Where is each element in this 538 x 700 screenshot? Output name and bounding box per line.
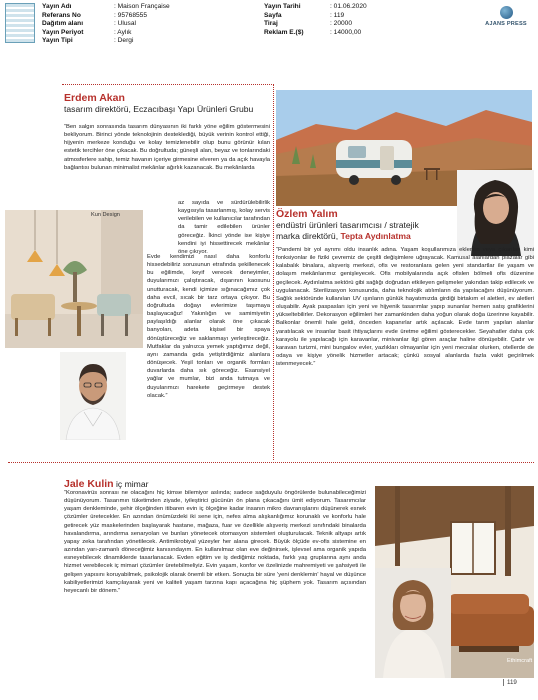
person-name: Jale Kulin [64, 478, 114, 490]
meta-row [264, 20, 450, 29]
erdem-akan-quote-part1: “Ben salgın sonrasında tasarım dünyasının iki farklı yöne eğilim göstermesini bekliyorum. Birinci yönde teknolojinin desteklediği, büyük verinin kontrol ettiği, hijyenin merkeze konduğu ve kolay temizlenebilir olup bunu görünür kılan estetik tercihler öne çıkacak. Bu doğrultuda; güneşli alan, beyaz ve tonlarındaki atmosferlere sahip, temiz havanın içeriye girmesine elveren ya da açık havayla bağlantısı bulunan minimalist mekânlar ağırlık kazanacak. Bu mekânlarda [64, 124, 270, 171]
meta-label: Yayın Tarihi [264, 3, 301, 10]
meta-value: : 95768555 [114, 11, 148, 19]
ozlem-yalim-heading [276, 208, 536, 241]
clipping-thumbnail [5, 3, 35, 43]
photo-credit: Ethimcraft [507, 658, 533, 664]
meta-row [42, 37, 234, 46]
meta-label: Yayın Adı [42, 3, 72, 10]
meta-value: : 01.06.2020 [330, 3, 367, 10]
dotted-divider [8, 462, 534, 463]
press-clipping-header [0, 0, 538, 50]
meta-row [42, 3, 234, 12]
jale-kulin-portrait [375, 568, 451, 678]
meta-label: Yayın Tipi [42, 37, 73, 45]
person-role: iç mimar [113, 479, 149, 489]
erdem-akan-heading [64, 92, 270, 115]
publication-meta-left [42, 3, 234, 46]
meta-row [264, 29, 450, 38]
ozlem-yalim-quote: “Pandemi bir yol ayrımı oldu insanlık adına. Yaşam koşullarımıza eklenen veya çıkarılan kimi fonksiyonlar ile fiziki çevremiz de çeşitli değişimlere uğrayacak. Kamusal alanlardan plazalar gibi kalabalık binalara, alışveriş merkezi, ofis ve restoranlara gelen yeni standartlar ile yaşam ve dolaşım mekânlarımız genişleyecek. Ofis mobilyalarında açık ofislen bölmeli ofis düzenine geçilecek. Aydınlatma sektörü gibi sağlığı doğrudan etkileyen gelişmeler yakından takip edilecek ve uygulanacak. Sterilizasyon konusunda, daha teknolojik atılımların da yapılacağını düşünüyorum. Sağlık sektöründe kullanılan UV ışınların günlük hayatımızda girdiği birtakım el aletleri, ev aletleri oluşabilir. Ayak paspasları için yeni ve hijyenik tasarımlar yapıp sunanlar hemen satış grafiklerini yükseltebilirler. Dekorasyon eğilimleri her zamankinden daha yoğun olarak doğa üzerinne kayabilir. Balkonlar önemli hale geldi, önceden kapanırlar artık açılacak. Evde tarım yapılan alanlar yaratılacak ve insanlar basit ihtiyaçlarını evde üretme eğilimi gösterecekler. Seyahatler daha çok karayolu ile yapılacağı için karavanlar, minivanlar ilgi gören araçlar haline dönüşebilir. Çadır ve karavan turizmi, mini bungalov evler, yazlıkları olmayanlar için yeni mecralar olurken, otellerde de odaya ve kişiye yönelik hizmetler artacak; çünkü sosyal alanlarda fazla vakit geçirilmek istenmeyecek.” [276, 247, 534, 368]
dotted-divider [62, 84, 274, 85]
meta-value: : 14000,00 [330, 28, 362, 36]
meta-value: : Ulusal [114, 20, 136, 28]
person-role-line2 [276, 231, 536, 242]
logo-text: AJANS PRESS [485, 21, 527, 27]
meta-value: : 20000 [330, 20, 352, 28]
page-number: 119 [503, 679, 517, 686]
meta-row [42, 12, 234, 21]
erdem-akan-quote-part2: az sayıda ve sürdürülebilirlik kaygısıyla tasarlanmış, kolay servis verilebilen ve kullanıcılar tarafından da tamir edilebilen ürünler göreceğiz. İkinci yönde ise kişiye kendini iyi hissettirecek mekânlar öne çıkıyor. [178, 200, 270, 255]
role-plain: marka direktörü, [276, 230, 341, 241]
meta-label: Dağıtım alanı [42, 20, 84, 28]
interior-illustration [5, 210, 143, 348]
meta-label: Sayfa [264, 11, 282, 19]
logo-globe-icon [500, 6, 513, 19]
meta-label: Reklam E.($) [264, 28, 304, 36]
meta-row [264, 3, 450, 12]
dotted-divider [273, 84, 274, 460]
meta-row [264, 12, 450, 21]
meta-label: Tiraj [264, 20, 278, 28]
interior-photo [5, 210, 143, 348]
meta-row [42, 29, 234, 38]
meta-row [42, 20, 234, 29]
ajans-press-logo [478, 6, 534, 27]
erdem-akan-quote-part3: Evde kendimizi nasıl daha konforlu hissedebiliriz sorusunun etrafında şekillenecek bu eğilimde, keyif verecek deneyimler, duyularımızı çalıştıracak, dışarının kaosunu unutturacak, kendi içimize sığınacağımız çok daha evcil, sıcak bir tarz ortaya çıkıyor. Bu doğrultuda doğayı evlerimize taşımaya başlayacağız! Yakınlığın ve samimiyetin paylaşıldığı alanlar olarak öne çıkacak banyoları, adeta kişisel bir spaya dönüştüreceğiz ve saklanmayı yerleştireceğiz. Mutfaklar da yalnızca yemek yaptığımız değil, aynı zamanda gıda yetiştirdiğimiz alanlara dönüşecek. Yeşil tonları ve organik formları duvarlarda daha sık göreceğiz. Esansiyel yağlar ve mumlar, bizi anda tutmaya ve duyularımızı harekete geçirmeye destek olacak.” [147, 254, 270, 399]
person-role-line1: endüstri ürünleri tasarımcısı / stratejik [276, 220, 419, 230]
meta-label: Referans No [42, 11, 81, 19]
meta-value: : Dergi [114, 37, 134, 45]
photo-credit: Kun Design [91, 212, 120, 218]
meta-value: : 119 [330, 11, 345, 19]
publication-meta-right [264, 3, 450, 37]
company-name: Tepta Aydınlatma [340, 230, 411, 241]
person-role: tasarım direktörü, Eczacıbaşı Yapı Ürünleri Grubu [64, 104, 254, 114]
person-name: Özlem Yalım [276, 208, 338, 220]
jale-kulin-quote: “Koronavirüs sonrası ne olacağını hiç kimse bilemiyor aslında; sadece sağduyulu öngörülerde bulunabileceğimizi düşünüyorum. Tasarımın tüketimden ziyade, iyileştirici gücünün ön plana çıkacağını ümit ediyorum. Tasarımcılar yaşam denkleminde, şehir ölçeğinden itibaren evin iç ölçeğine kadar insanın mikro davranışlarını düşünerek esnek çözümler üretecekler. En azından önümüzdeki iki sene için, nefes alma alışkanlığımız korunaklı ve konforlu hale getirecek yüz maskelerinden başlayarak hastane, mağaza, fuar ve özellikle alışveriş merkezi sınıfındaki binalarda havalandırma, arındırma senaryoları ve bunları yönetecek otomasyon sistemleri oluşturulacak. Teknik altyapı artık yapay zeka tarafından yönetilecek. Antimikrobiyal yüzeyler her alana girecek. Büyük ölçüde ev-ofis sistemine en azından yarı-zamanlı döneceğimiz kanısındayım. En kullanılmaz olan eve değinirsek, işlevsel ama organik yapıda esneyebilecek dinamiklerde tasarlanacak. Evden eğitim ve iş dediğimiz noktada, farklı yaş gruplarına aynı anda hizmet verebilecek iç mimari çözümler üretebilmeliyiz. Evin yaşam, konfor ve özelinizde mahremiyeti ve şahsiyeti ile gelişen yapısını koruyabilmek, psikolojik olarak önemli bir etken. Sonuçta bir süre 'yeni denklemin' hayal ve düşünce kabiliyetlerimizi kamçılayarak yeni ve kaliteli yaşam tarzına kapı açacağına hiç şüphem yok. Tasarım açısından heyecanlı bir dönem.” [64, 490, 366, 594]
man-portrait-illustration [60, 352, 126, 440]
person-name: Erdem Akan [64, 92, 125, 104]
erdem-akan-portrait [60, 352, 126, 440]
meta-label: Yayın Periyot [42, 28, 84, 36]
meta-value: : Aylık [114, 28, 132, 36]
jale-portrait-illustration [375, 568, 451, 678]
meta-value: : Maison Française [114, 3, 170, 10]
